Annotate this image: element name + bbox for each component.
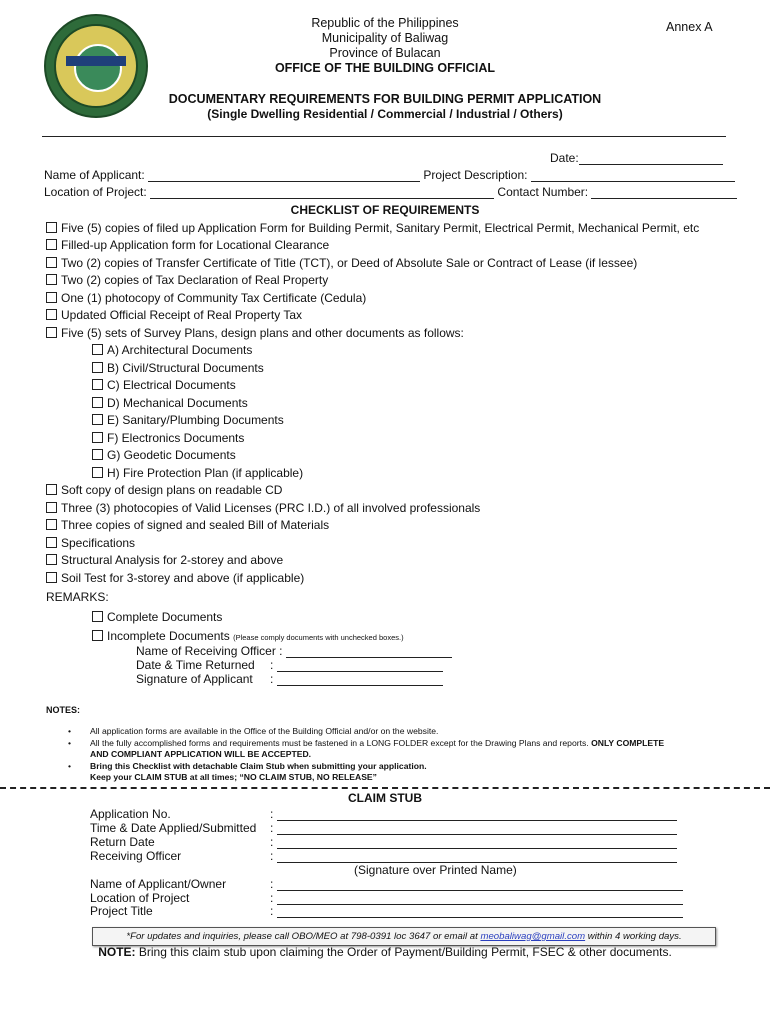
office-title: OFFICE OF THE BUILDING OFFICIAL xyxy=(274,61,496,75)
receiving-officer-stub-field[interactable]: : xyxy=(270,849,677,863)
applicant-owner-field[interactable]: : xyxy=(270,877,683,891)
checklist-title: CHECKLIST OF REQUIREMENTS xyxy=(290,203,480,217)
time-date-label: Time & Date Applied/Submitted xyxy=(90,821,257,835)
checkbox[interactable] xyxy=(46,554,57,565)
note-2-cont: AND COMPLIANT APPLICATION WILL BE ACCEPTED. xyxy=(90,749,312,759)
note-2: • xyxy=(68,738,72,748)
project-desc-label: Project Description: xyxy=(423,168,528,182)
checkbox[interactable] xyxy=(46,572,57,583)
header-line-1: Republic of the Philippines xyxy=(311,16,459,30)
sub-item[interactable]: G) Geodetic Documents xyxy=(92,448,236,462)
document-title: DOCUMENTARY REQUIREMENTS FOR BUILDING PERMIT APPLICATION xyxy=(168,92,602,106)
date-label: Date: xyxy=(550,151,579,165)
checkbox[interactable] xyxy=(46,222,57,233)
sub-item[interactable]: E) Sanitary/Plumbing Documents xyxy=(92,413,284,427)
checkbox[interactable] xyxy=(92,630,103,641)
checklist-item[interactable]: Three copies of signed and sealed Bill of Materials xyxy=(46,518,329,532)
checklist-item[interactable]: Two (2) copies of Tax Declaration of Real Property xyxy=(46,273,328,287)
header-divider xyxy=(42,136,726,137)
location-field[interactable] xyxy=(44,185,737,199)
checkbox[interactable] xyxy=(92,611,103,622)
sub-item[interactable]: D) Mechanical Documents xyxy=(92,396,248,410)
checklist-item[interactable]: Updated Official Receipt of Real Property Tax xyxy=(46,308,302,322)
checkbox[interactable] xyxy=(92,467,103,478)
project-title-label: Project Title xyxy=(90,904,153,918)
header-line-2: Municipality of Baliwag xyxy=(321,31,449,45)
signature-applicant-field[interactable]: Signature of Applicant xyxy=(136,672,253,686)
note-3-cont: Keep your CLAIM STUB at all times; “NO CLAIM STUB, NO RELEASE” xyxy=(90,772,377,782)
checkbox[interactable] xyxy=(46,239,57,250)
remark-complete[interactable]: Complete Documents xyxy=(92,610,222,624)
date-returned-line[interactable]: : xyxy=(270,658,443,672)
date-field[interactable] xyxy=(550,151,723,165)
receiving-officer-field[interactable]: Name of Receiving Officer : xyxy=(136,644,452,658)
claim-note: NOTE: Bring this claim stub upon claiming the Order of Payment/Building Permit, FSEC & other documents. xyxy=(98,945,672,959)
checkbox[interactable] xyxy=(46,537,57,548)
notes-label: NOTES: xyxy=(46,705,81,715)
project-title-field[interactable]: : xyxy=(270,904,683,918)
checklist-item[interactable]: Five (5) sets of Survey Plans, design plans and other documents as follows: xyxy=(46,326,464,340)
checklist-item[interactable]: Two (2) copies of Transfer Certificate of Title (TCT), or Deed of Absolute Sale or Contract of Lease (if lessee) xyxy=(46,256,637,270)
cut-line xyxy=(0,787,770,789)
checklist-item[interactable]: Filled-up Application form for Locational Clearance xyxy=(46,238,329,252)
sub-item[interactable]: B) Civil/Structural Documents xyxy=(92,361,264,375)
incomplete-note: (Please comply documents with unchecked boxes.) xyxy=(233,633,404,642)
document-subtitle: (Single Dwelling Residential / Commercial / Industrial / Others) xyxy=(207,107,563,121)
checkbox[interactable] xyxy=(92,379,103,390)
return-date-label: Return Date xyxy=(90,835,155,849)
note-2-text: All the fully accomplished forms and requirements must be fastened in a LONG FOLDER except for the Drawing Plans and reports. ONLY COMPLETE xyxy=(90,738,665,748)
checkbox[interactable] xyxy=(46,274,57,285)
applicant-owner-label: Name of Applicant/Owner xyxy=(90,877,227,891)
checkbox[interactable] xyxy=(92,397,103,408)
annex-label: Annex A xyxy=(666,20,713,34)
location-label: Location of Project: xyxy=(44,185,147,199)
signature-applicant-line[interactable]: : xyxy=(270,672,443,686)
receiving-officer-label: Receiving Officer xyxy=(90,849,182,863)
location-stub-field[interactable]: : xyxy=(270,891,683,905)
email-link[interactable]: meobaliwag@gmail.com xyxy=(480,931,586,942)
applicant-field[interactable] xyxy=(44,168,735,182)
application-no-label: Application No. xyxy=(90,807,171,821)
checkbox[interactable] xyxy=(92,449,103,460)
checkbox[interactable] xyxy=(46,292,57,303)
signature-caption: (Signature over Printed Name) xyxy=(354,863,517,877)
checklist-item[interactable]: Specifications xyxy=(46,536,135,550)
time-date-field[interactable]: : xyxy=(270,821,677,835)
checkbox[interactable] xyxy=(46,309,57,320)
note-1-text: All application forms are available in the Office of the Building Official and/or on the website. xyxy=(90,726,439,736)
header-line-3: Province of Bulacan xyxy=(329,46,441,60)
checklist-item[interactable]: Soil Test for 3-storey and above (if applicable) xyxy=(46,571,304,585)
contact-label: Contact Number: xyxy=(497,185,589,199)
checkbox[interactable] xyxy=(46,327,57,338)
checkbox[interactable] xyxy=(46,519,57,530)
sub-item[interactable]: H) Fire Protection Plan (if applicable) xyxy=(92,466,303,480)
checkbox[interactable] xyxy=(46,502,57,513)
checklist-item[interactable]: Structural Analysis for 2-storey and above xyxy=(46,553,283,567)
checkbox[interactable] xyxy=(46,484,57,495)
checklist-item[interactable]: Three (3) photocopies of Valid Licenses (PRC I.D.) of all involved professionals xyxy=(46,501,480,515)
application-no-field[interactable]: : xyxy=(270,807,677,821)
note-3-text: Bring this Checklist with detachable Claim Stub when submitting your application. xyxy=(90,761,427,771)
checkbox[interactable] xyxy=(46,257,57,268)
checklist-item[interactable]: Soft copy of design plans on readable CD xyxy=(46,483,282,497)
applicant-label: Name of Applicant: xyxy=(44,168,145,182)
checklist-item[interactable]: One (1) photocopy of Community Tax Certificate (Cedula) xyxy=(46,291,366,305)
checkbox[interactable] xyxy=(92,362,103,373)
checkbox[interactable] xyxy=(92,344,103,355)
note-3: • xyxy=(68,761,72,771)
sub-item[interactable]: A) Architectural Documents xyxy=(92,343,252,357)
remarks-label: REMARKS: xyxy=(46,590,109,604)
sub-item[interactable]: F) Electronics Documents xyxy=(92,431,244,445)
inquiry-box: *For updates and inquiries, please call OBO/MEO at 798-0391 loc 3647 or email at meobaliwag@gmail.com within 4 working days. xyxy=(92,927,716,946)
remark-incomplete[interactable]: Incomplete Documents (Please comply documents with unchecked boxes.) xyxy=(92,629,404,643)
checkbox[interactable] xyxy=(92,414,103,425)
sub-item[interactable]: C) Electrical Documents xyxy=(92,378,236,392)
note-1: • xyxy=(68,726,72,736)
claim-stub-title: CLAIM STUB xyxy=(348,791,422,805)
location-stub-label: Location of Project xyxy=(90,891,190,905)
checkbox[interactable] xyxy=(92,432,103,443)
checklist-item[interactable]: Five (5) copies of filed up Application Form for Building Permit, Sanitary Permit, Electrical Permit, Mechanical Permit, etc xyxy=(46,221,699,235)
return-date-field[interactable]: : xyxy=(270,835,677,849)
date-returned-field[interactable]: Date & Time Returned xyxy=(136,658,255,672)
